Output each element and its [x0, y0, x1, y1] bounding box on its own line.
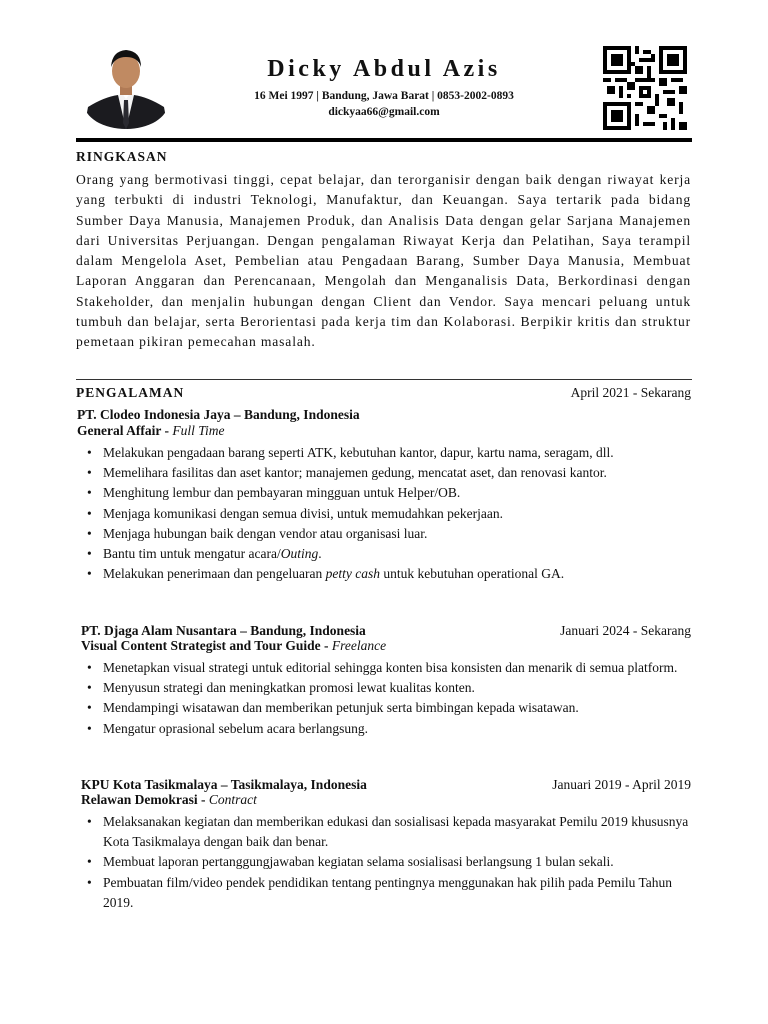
duty-item: [103, 544, 693, 564]
job-role: [77, 423, 225, 439]
job-type: Freelance: [331, 638, 387, 653]
duty-item: • Melakukan pengadaan barang seperti ATK, kebutuhan kantor, dapur, kartu nama, seragam, dll.: [103, 443, 693, 463]
duty-item: • Menyusun strategi dan meningkatkan promosi lewat kualitas konten.: [103, 678, 693, 698]
job-duties-list: [103, 658, 693, 739]
duty-text: untuk kebutuhan operational GA.: [380, 566, 565, 582]
resume-header: [76, 40, 692, 138]
duty-item: • Pembuatan film/video pendek pendidikan tentang pentingnya menggunakan hak pilih pada Pemilu Tahun 2019.: [103, 873, 693, 913]
email-text: dickyaa66@gmail.com: [328, 106, 440, 118]
duty-text: Bantu tim untuk mengatur acara/: [103, 546, 281, 562]
duty-item: [103, 564, 693, 584]
duty-item: • Menghitung lembur dan pembayaran mingguan untuk Helper/OB.: [103, 483, 693, 503]
qr-code-icon: [602, 46, 688, 130]
duty-emphasis: petty cash: [325, 566, 381, 582]
duty-item: • Memelihara fasilitas dan aset kantor; manajemen gedung, mencatat aset, dan renovasi kantor.: [103, 463, 693, 483]
job-date: Januari 2024 - Sekarang: [560, 623, 691, 638]
job-duties-list: [103, 443, 693, 584]
job-title: Relawan Demokrasi -: [81, 792, 209, 807]
job-title: Visual Content Strategist and Tour Guide -: [81, 638, 332, 653]
duty-text: .: [318, 546, 322, 562]
job-company: PT. Djaga Alam Nusantara – Bandung, Indonesia: [81, 623, 366, 638]
duty-item: • Menjaga komunikasi dengan semua divisi, untuk memudahkan pekerjaan.: [103, 504, 693, 524]
job-company: PT. Clodeo Indonesia Jaya – Bandung, Indonesia: [77, 407, 360, 422]
duty-text: Melakukan penerimaan dan pengeluaran: [103, 566, 326, 582]
job-company: KPU Kota Tasikmalaya – Tasikmalaya, Indonesia: [81, 777, 367, 792]
job-date: Januari 2019 - April 2019: [552, 777, 691, 792]
duty-item: • Mendampingi wisatawan dan memberikan petunjuk serta bimbingan kepada wisatawan.: [103, 698, 693, 718]
contact-line: 16 Mei 1997 | Bandung, Jawa Barat | 0853-2002-0893: [254, 90, 514, 102]
job-role: [81, 792, 257, 808]
duty-item: • Mengatur oprasional sebelum acara berlangsung.: [103, 719, 693, 739]
job-type: Contract: [208, 792, 257, 807]
job-duties-list: [103, 812, 693, 913]
duty-item: • Membuat laporan pertanggungjawaban kegiatan selama sosialisasi berlangsung 1 bulan sekali.: [103, 852, 693, 872]
job-date: April 2021 - Sekarang: [570, 385, 691, 400]
job-title: General Affair -: [77, 423, 173, 438]
candidate-name: Dicky Abdul Azis: [267, 56, 501, 82]
section-divider: [76, 379, 692, 380]
job-type: Full Time: [172, 423, 225, 438]
job-role: [81, 638, 386, 654]
duty-item: • Menjaga hubungan baik dengan vendor atau organisasi luar.: [103, 524, 693, 544]
summary-text: Orang yang bermotivasi tinggi, cepat belajar, dan terorganisir dengan baik dengan riwayat kerja yang terbukti di industri Teknologi, Manufaktur, dan Keuangan. Saya tertarik pada bidang Sumber Daya Manusia, Manajemen Produk, dan Analisis Data dengan gelar Sarjana Manajemen dari Universitas Perjuangan. Dengan pengalaman Riwayat Kerja dan Pelatihan, Saya terampil dalam Mengelola Aset, Pembelian atau Pengadaan Barang, Sumber Daya Manusia, Membuat Laporan Anggaran dan Perencanaan, Mengolah dan Menganalisis Data, Berkordinasi dengan Stakeholder, dan menjalin hubungan dengan Client dan Vendor. Saya mencari peluang untuk tumbuh dan belajar, serta Berorientasi pada kerja tim dan Kolaborasi. Berpikir kritis dan struktur pemetaan pikiran pemecahan masalah.: [76, 172, 691, 350]
contact-info: [76, 88, 692, 120]
summary-heading: RINGKASAN: [76, 149, 168, 164]
header-divider: [76, 138, 692, 142]
duty-emphasis: Outing: [280, 546, 319, 562]
duty-item: • Menetapkan visual strategi untuk editorial sehingga konten bisa konsisten dan menarik di semua platform.: [103, 658, 693, 678]
duty-item: • Melaksanakan kegiatan dan memberikan edukasi dan sosialisasi kepada masyarakat Pemilu 2019 khususnya Kota Tasikmalaya dengan baik dan benar.: [103, 812, 693, 852]
experience-heading: PENGALAMAN: [76, 385, 185, 400]
